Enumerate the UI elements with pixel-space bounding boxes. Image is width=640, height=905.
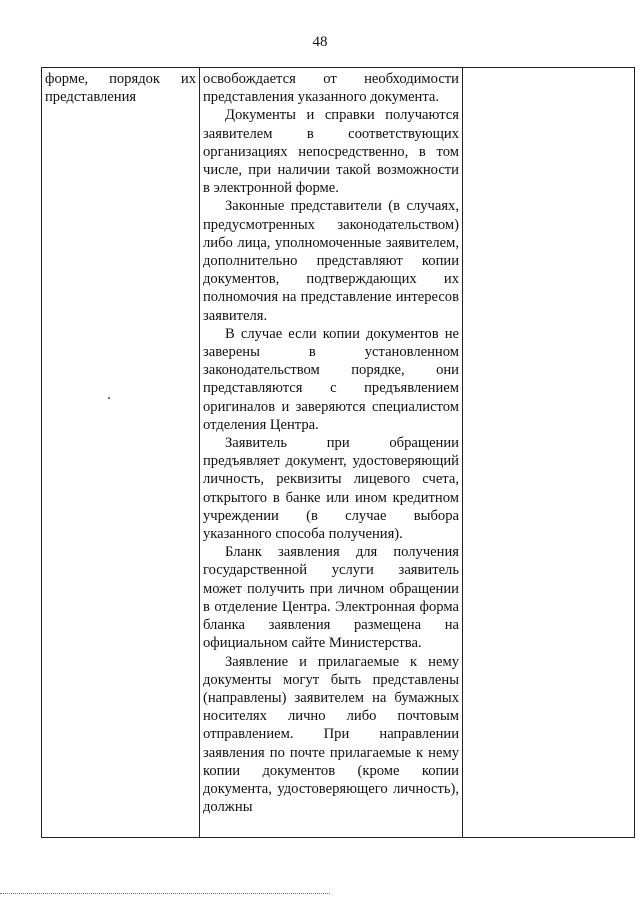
page-number: 48: [312, 34, 328, 50]
cell-text-left: формe, порядок их представления: [45, 71, 196, 106]
paragraph: освобождается от необходимости представления указанного документа.: [203, 71, 459, 106]
table-cell-left: [42, 68, 200, 838]
paragraph: Заявитель при обращении предъявляет документ, удостоверяющий личность, реквизиты лицевого счета, открытого в банке или ином кредитном учреждении (в случае выбора указанного способа получения).: [203, 435, 459, 543]
table-cell-middle: [200, 68, 463, 838]
scan-footer-noise: [0, 893, 330, 900]
paragraph: Заявление и прилагаемые к нему документы могут быть представлены (направлены) заявителем на бумажных носителях лично либо почтовым отправлением. При направлении заявления по почте прилагаемые к нему копии документов (кроме копии документа, удостоверяющего личность), должны: [203, 653, 459, 816]
table-row: [42, 68, 635, 838]
paragraph: Бланк заявления для получения государственной услуги заявитель может получить при личном обращении в отделение Центра. Электронная форма бланка заявления размещена на официальном сайте Министерства.: [203, 544, 459, 652]
paragraph: В случае если копии документов не заверены в установленном законодательством порядке, они представляются с предъявлением оригиналов и заверяются специалистом отделения Центра.: [203, 325, 459, 433]
cell-content-middle: [203, 70, 459, 816]
paragraph: Законные представители (в случаях, предусмотренных законодательством) либо лица, уполномоченные заявителем, дополнительно представляют копии документов, подтверждающих их полномочия на представление интересов заявителя.: [203, 198, 459, 324]
table-cell-right: [463, 68, 635, 838]
document-table: [41, 67, 635, 838]
paragraph: Документы и справки получаются заявителем в соответствующих организациях непосредственно, в том числе, при наличии такой возможности в электронной форме.: [203, 107, 459, 197]
scan-speck: [108, 397, 110, 399]
